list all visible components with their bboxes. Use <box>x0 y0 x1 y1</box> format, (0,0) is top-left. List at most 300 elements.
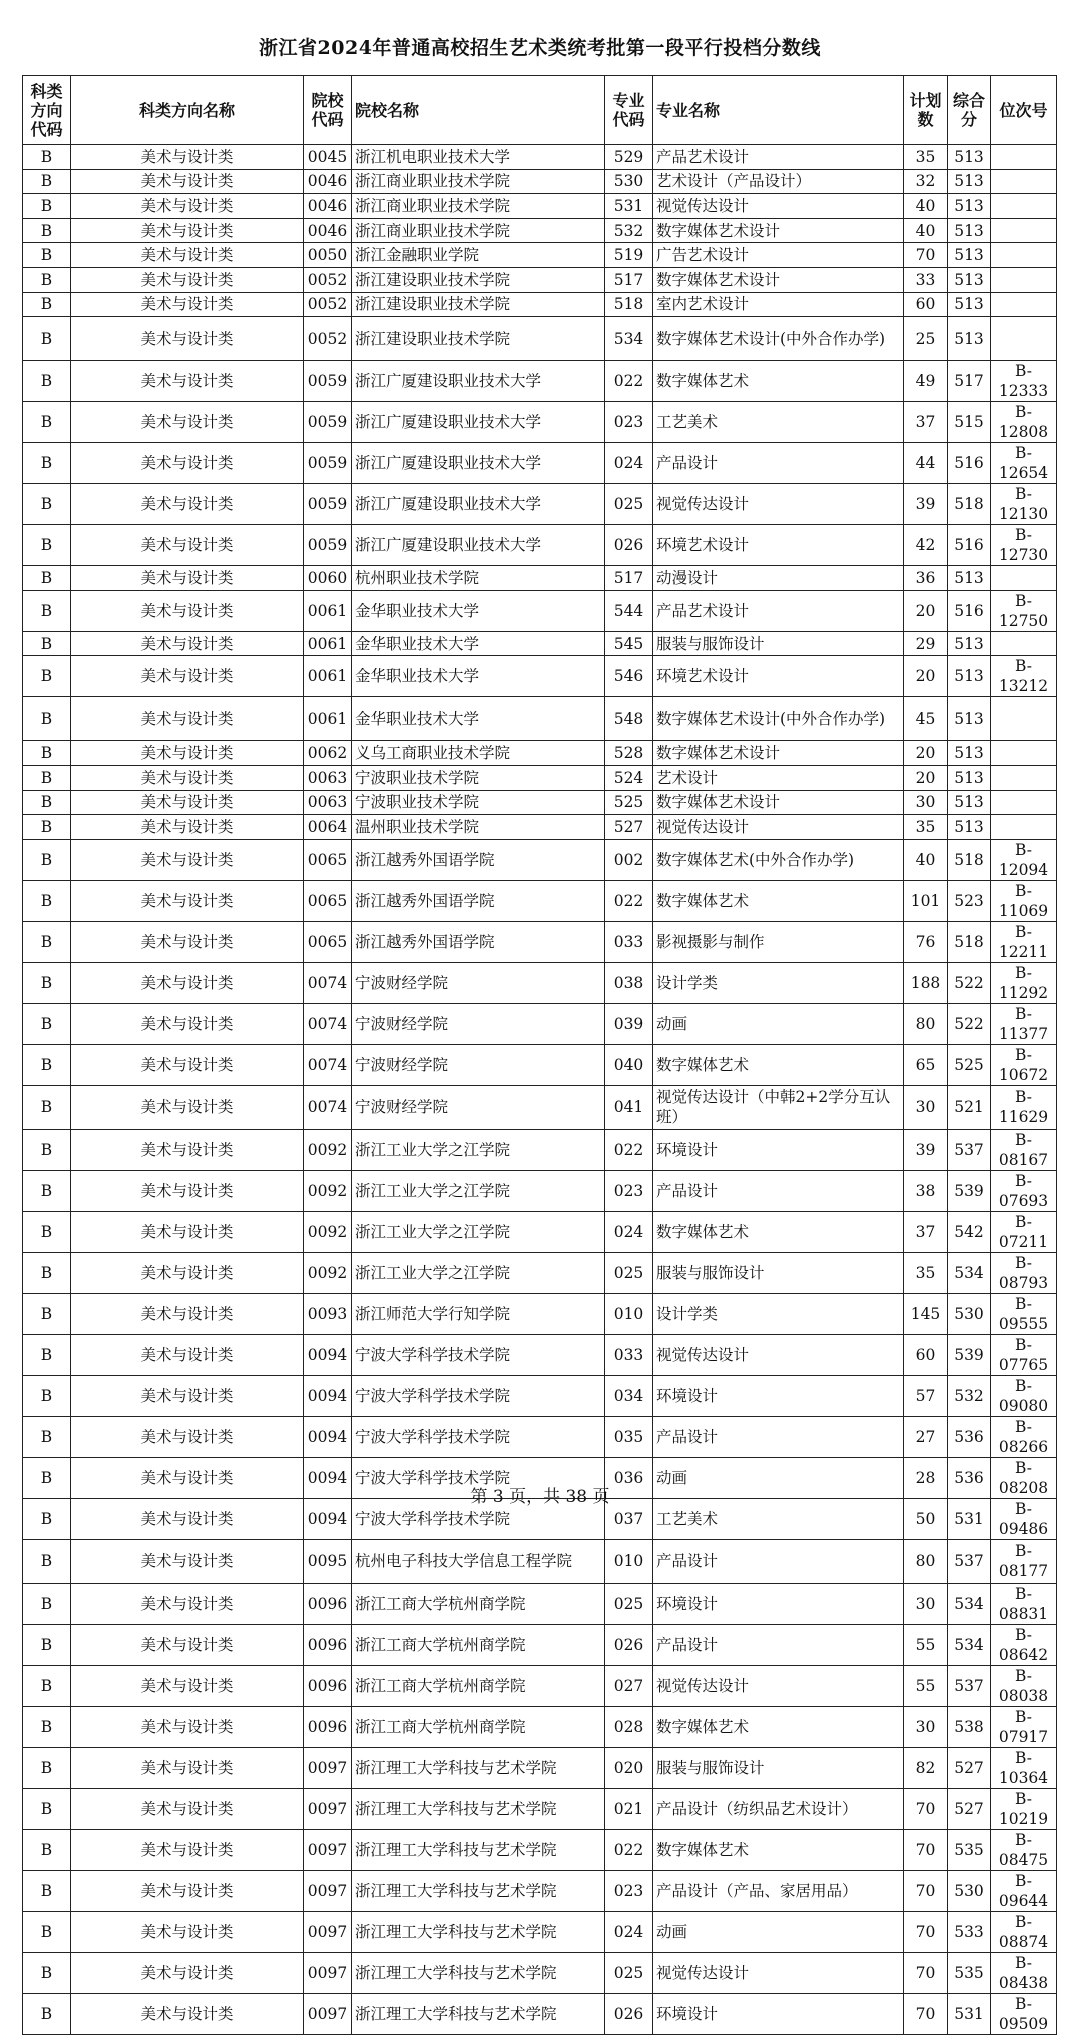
plan-cell: 33 <box>904 267 948 292</box>
plan-cell: 60 <box>904 1334 948 1375</box>
type-name-cell: 美术与设计类 <box>71 1129 304 1170</box>
type-name-cell: 美术与设计类 <box>71 243 304 268</box>
school-name-cell: 浙江建设职业技术学院 <box>352 267 605 292</box>
major-name-cell: 动画 <box>653 1911 904 1952</box>
major-code-cell: 527 <box>605 815 653 840</box>
table-row <box>23 790 1057 815</box>
score-cell: 534 <box>948 1624 991 1665</box>
major-code-cell: 026 <box>605 525 653 566</box>
type-name-cell: 美术与设计类 <box>71 1829 304 1870</box>
type-code-cell: B <box>23 1993 71 2034</box>
school-name-cell: 金华职业技术大学 <box>352 697 605 741</box>
school-name-cell: 浙江理工大学科技与艺术学院 <box>352 1911 605 1952</box>
rank-cell: B-12654 <box>991 443 1057 484</box>
score-cell: 534 <box>948 1252 991 1293</box>
major-code-cell: 034 <box>605 1375 653 1416</box>
major-code-cell: 530 <box>605 169 653 194</box>
school-code-cell: 0093 <box>304 1293 352 1334</box>
table-row <box>23 1624 1057 1665</box>
table-row <box>23 1211 1057 1252</box>
major-name-cell: 数字媒体艺术 <box>653 361 904 402</box>
rank-cell: B-08177 <box>991 1539 1057 1583</box>
type-code-cell: B <box>23 1952 71 1993</box>
table-row <box>23 292 1057 317</box>
rank-cell <box>991 790 1057 815</box>
type-code-cell: B <box>23 566 71 591</box>
type-name-cell: 美术与设计类 <box>71 697 304 741</box>
rank-cell: B-12333 <box>991 361 1057 402</box>
school-name-cell: 浙江广厦建设职业技术大学 <box>352 443 605 484</box>
score-cell: 531 <box>948 1993 991 2034</box>
plan-cell: 188 <box>904 962 948 1003</box>
school-code-cell: 0092 <box>304 1129 352 1170</box>
rank-cell <box>991 292 1057 317</box>
type-name-cell: 美术与设计类 <box>71 1624 304 1665</box>
school-code-cell: 0097 <box>304 1788 352 1829</box>
table-row <box>23 1085 1057 1129</box>
school-code-cell: 0094 <box>304 1498 352 1539</box>
school-name-cell: 浙江建设职业技术学院 <box>352 292 605 317</box>
type-name-cell: 美术与设计类 <box>71 292 304 317</box>
type-code-cell: B <box>23 921 71 962</box>
score-cell: 522 <box>948 962 991 1003</box>
rank-cell <box>991 697 1057 741</box>
score-cell: 513 <box>948 292 991 317</box>
school-code-cell: 0097 <box>304 1870 352 1911</box>
major-code-cell: 025 <box>605 484 653 525</box>
type-name-cell: 美术与设计类 <box>71 525 304 566</box>
rank-cell <box>991 267 1057 292</box>
plan-cell: 25 <box>904 317 948 361</box>
table-row <box>23 1170 1057 1211</box>
school-name-cell: 宁波大学科学技术学院 <box>352 1498 605 1539</box>
type-name-cell: 美术与设计类 <box>71 402 304 443</box>
rank-cell: B-07211 <box>991 1211 1057 1252</box>
rank-cell: B-07765 <box>991 1334 1057 1375</box>
score-cell: 533 <box>948 1911 991 1952</box>
rank-cell <box>991 815 1057 840</box>
plan-cell: 39 <box>904 1129 948 1170</box>
school-name-cell: 宁波财经学院 <box>352 1044 605 1085</box>
major-name-cell: 设计学类 <box>653 962 904 1003</box>
page-footer: 第 3 页，共 38 页 <box>470 1487 610 1507</box>
school-name-cell: 浙江金融职业学院 <box>352 243 605 268</box>
school-code-cell: 0046 <box>304 194 352 219</box>
table-row <box>23 765 1057 790</box>
rank-cell <box>991 631 1057 656</box>
table-row <box>23 880 1057 921</box>
header-major-name: 专业名称 <box>653 76 904 145</box>
plan-cell: 44 <box>904 443 948 484</box>
major-name-cell: 数字媒体艺术设计(中外合作办学) <box>653 317 904 361</box>
major-code-cell: 519 <box>605 243 653 268</box>
score-cell: 518 <box>948 921 991 962</box>
major-name-cell: 视觉传达设计（中韩2+2学分互认班） <box>653 1085 904 1129</box>
school-name-cell: 浙江建设职业技术学院 <box>352 317 605 361</box>
score-cell: 516 <box>948 443 991 484</box>
major-name-cell: 视觉传达设计 <box>653 1665 904 1706</box>
school-code-cell: 0092 <box>304 1252 352 1293</box>
rank-cell: B-09555 <box>991 1293 1057 1334</box>
header-rank: 位次号 <box>991 76 1057 145</box>
major-name-cell: 数字媒体艺术设计 <box>653 790 904 815</box>
table-row <box>23 1788 1057 1829</box>
major-name-cell: 产品设计 <box>653 1624 904 1665</box>
type-name-cell: 美术与设计类 <box>71 443 304 484</box>
rank-cell: B-08167 <box>991 1129 1057 1170</box>
school-name-cell: 浙江工业大学之江学院 <box>352 1170 605 1211</box>
rank-cell: B-11377 <box>991 1003 1057 1044</box>
major-code-cell: 531 <box>605 194 653 219</box>
plan-cell: 76 <box>904 921 948 962</box>
plan-cell: 80 <box>904 1539 948 1583</box>
rank-cell <box>991 741 1057 766</box>
type-name-cell: 美术与设计类 <box>71 566 304 591</box>
major-code-cell: 546 <box>605 656 653 697</box>
major-name-cell: 产品设计 <box>653 1170 904 1211</box>
type-code-cell: B <box>23 765 71 790</box>
type-code-cell: B <box>23 1211 71 1252</box>
school-name-cell: 浙江商业职业技术学院 <box>352 218 605 243</box>
major-code-cell: 010 <box>605 1293 653 1334</box>
school-name-cell: 浙江越秀外国语学院 <box>352 921 605 962</box>
rank-cell: B-08038 <box>991 1665 1057 1706</box>
school-code-cell: 0094 <box>304 1375 352 1416</box>
score-cell: 532 <box>948 1375 991 1416</box>
school-name-cell: 浙江理工大学科技与艺术学院 <box>352 1993 605 2034</box>
header-school-name: 院校名称 <box>352 76 605 145</box>
table-row <box>23 361 1057 402</box>
school-name-cell: 浙江商业职业技术学院 <box>352 194 605 219</box>
score-cell: 536 <box>948 1457 991 1498</box>
table-row <box>23 741 1057 766</box>
plan-cell: 145 <box>904 1293 948 1334</box>
table-row <box>23 1829 1057 1870</box>
header-plan: 计划数 <box>904 76 948 145</box>
type-code-cell: B <box>23 1252 71 1293</box>
type-code-cell: B <box>23 1539 71 1583</box>
score-cell: 513 <box>948 145 991 170</box>
major-code-cell: 041 <box>605 1085 653 1129</box>
major-code-cell: 036 <box>605 1457 653 1498</box>
table-row <box>23 566 1057 591</box>
type-code-cell: B <box>23 525 71 566</box>
type-code-cell: B <box>23 1293 71 1334</box>
school-name-cell: 浙江师范大学行知学院 <box>352 1293 605 1334</box>
major-code-cell: 532 <box>605 218 653 243</box>
plan-cell: 40 <box>904 839 948 880</box>
rank-cell: B-08438 <box>991 1952 1057 1993</box>
school-code-cell: 0074 <box>304 1003 352 1044</box>
rank-cell <box>991 218 1057 243</box>
table-row <box>23 1003 1057 1044</box>
major-code-cell: 023 <box>605 1870 653 1911</box>
type-code-cell: B <box>23 1706 71 1747</box>
type-name-cell: 美术与设计类 <box>71 921 304 962</box>
school-code-cell: 0074 <box>304 962 352 1003</box>
school-code-cell: 0092 <box>304 1211 352 1252</box>
plan-cell: 70 <box>904 1952 948 1993</box>
school-code-cell: 0046 <box>304 169 352 194</box>
type-name-cell: 美术与设计类 <box>71 1498 304 1539</box>
table-row <box>23 590 1057 631</box>
school-name-cell: 温州职业技术学院 <box>352 815 605 840</box>
plan-cell: 32 <box>904 169 948 194</box>
type-name-cell: 美术与设计类 <box>71 1457 304 1498</box>
plan-cell: 40 <box>904 194 948 219</box>
major-code-cell: 544 <box>605 590 653 631</box>
school-name-cell: 浙江理工大学科技与艺术学院 <box>352 1870 605 1911</box>
plan-cell: 70 <box>904 1788 948 1829</box>
plan-cell: 80 <box>904 1003 948 1044</box>
major-name-cell: 广告艺术设计 <box>653 243 904 268</box>
plan-cell: 70 <box>904 243 948 268</box>
table-row <box>23 145 1057 170</box>
plan-cell: 70 <box>904 1829 948 1870</box>
major-name-cell: 动漫设计 <box>653 566 904 591</box>
type-name-cell: 美术与设计类 <box>71 1375 304 1416</box>
type-code-cell: B <box>23 1129 71 1170</box>
major-name-cell: 数字媒体艺术 <box>653 1211 904 1252</box>
rank-cell: B-08266 <box>991 1416 1057 1457</box>
major-name-cell: 数字媒体艺术设计 <box>653 267 904 292</box>
major-name-cell: 环境设计 <box>653 1583 904 1624</box>
plan-cell: 57 <box>904 1375 948 1416</box>
type-name-cell: 美术与设计类 <box>71 741 304 766</box>
school-code-cell: 0059 <box>304 525 352 566</box>
plan-cell: 36 <box>904 566 948 591</box>
plan-cell: 39 <box>904 484 948 525</box>
major-code-cell: 518 <box>605 292 653 317</box>
major-name-cell: 数字媒体艺术设计 <box>653 218 904 243</box>
school-name-cell: 义乌工商职业技术学院 <box>352 741 605 766</box>
major-name-cell: 数字媒体艺术 <box>653 1829 904 1870</box>
table-row <box>23 317 1057 361</box>
school-code-cell: 0097 <box>304 1829 352 1870</box>
school-code-cell: 0063 <box>304 790 352 815</box>
major-code-cell: 534 <box>605 317 653 361</box>
major-code-cell: 040 <box>605 1044 653 1085</box>
major-code-cell: 022 <box>605 361 653 402</box>
type-code-cell: B <box>23 815 71 840</box>
major-code-cell: 024 <box>605 1211 653 1252</box>
type-code-cell: B <box>23 243 71 268</box>
type-name-cell: 美术与设计类 <box>71 218 304 243</box>
plan-cell: 37 <box>904 402 948 443</box>
major-code-cell: 010 <box>605 1539 653 1583</box>
plan-cell: 45 <box>904 697 948 741</box>
school-code-cell: 0094 <box>304 1416 352 1457</box>
type-name-cell: 美术与设计类 <box>71 1870 304 1911</box>
school-name-cell: 金华职业技术大学 <box>352 631 605 656</box>
type-code-cell: B <box>23 1665 71 1706</box>
type-code-cell: B <box>23 484 71 525</box>
school-code-cell: 0096 <box>304 1706 352 1747</box>
major-code-cell: 548 <box>605 697 653 741</box>
rank-cell <box>991 145 1057 170</box>
type-name-cell: 美术与设计类 <box>71 1085 304 1129</box>
major-name-cell: 艺术设计 <box>653 765 904 790</box>
major-code-cell: 022 <box>605 1829 653 1870</box>
table-row <box>23 1665 1057 1706</box>
score-cell: 513 <box>948 566 991 591</box>
type-name-cell: 美术与设计类 <box>71 790 304 815</box>
type-code-cell: B <box>23 1583 71 1624</box>
type-code-cell: B <box>23 1334 71 1375</box>
table-row <box>23 1252 1057 1293</box>
plan-cell: 55 <box>904 1624 948 1665</box>
major-name-cell: 工艺美术 <box>653 402 904 443</box>
major-code-cell: 024 <box>605 443 653 484</box>
school-name-cell: 杭州电子科技大学信息工程学院 <box>352 1539 605 1583</box>
major-name-cell: 数字媒体艺术设计 <box>653 741 904 766</box>
header-school-code: 院校代码 <box>304 76 352 145</box>
type-name-cell: 美术与设计类 <box>71 1211 304 1252</box>
type-name-cell: 美术与设计类 <box>71 1993 304 2034</box>
major-code-cell: 033 <box>605 1334 653 1375</box>
table-row <box>23 815 1057 840</box>
plan-cell: 35 <box>904 815 948 840</box>
score-cell: 536 <box>948 1416 991 1457</box>
score-cell: 527 <box>948 1747 991 1788</box>
rank-cell: B-12730 <box>991 525 1057 566</box>
major-code-cell: 524 <box>605 765 653 790</box>
type-code-cell: B <box>23 1044 71 1085</box>
major-name-cell: 影视摄影与制作 <box>653 921 904 962</box>
type-code-cell: B <box>23 1870 71 1911</box>
school-code-cell: 0074 <box>304 1085 352 1129</box>
major-name-cell: 服装与服饰设计 <box>653 1252 904 1293</box>
major-name-cell: 产品艺术设计 <box>653 590 904 631</box>
school-code-cell: 0096 <box>304 1583 352 1624</box>
score-cell: 513 <box>948 656 991 697</box>
table-row <box>23 1706 1057 1747</box>
school-code-cell: 0050 <box>304 243 352 268</box>
major-name-cell: 服装与服饰设计 <box>653 1747 904 1788</box>
rank-cell <box>991 566 1057 591</box>
score-cell: 513 <box>948 218 991 243</box>
type-code-cell: B <box>23 1170 71 1211</box>
score-cell: 534 <box>948 1583 991 1624</box>
school-name-cell: 宁波大学科学技术学院 <box>352 1334 605 1375</box>
major-code-cell: 002 <box>605 839 653 880</box>
header-type-code: 科类方向代码 <box>23 76 71 145</box>
major-name-cell: 视觉传达设计 <box>653 815 904 840</box>
header-major-code: 专业代码 <box>605 76 653 145</box>
plan-cell: 40 <box>904 218 948 243</box>
score-cell: 522 <box>948 1003 991 1044</box>
type-name-cell: 美术与设计类 <box>71 1334 304 1375</box>
school-name-cell: 浙江越秀外国语学院 <box>352 839 605 880</box>
rank-cell <box>991 194 1057 219</box>
rank-cell <box>991 243 1057 268</box>
plan-cell: 50 <box>904 1498 948 1539</box>
school-name-cell: 浙江广厦建设职业技术大学 <box>352 361 605 402</box>
score-cell: 535 <box>948 1829 991 1870</box>
plan-cell: 30 <box>904 1085 948 1129</box>
major-code-cell: 528 <box>605 741 653 766</box>
rank-cell: B-11069 <box>991 880 1057 921</box>
type-code-cell: B <box>23 741 71 766</box>
major-name-cell: 数字媒体艺术 <box>653 880 904 921</box>
table-row <box>23 1993 1057 2034</box>
major-code-cell: 025 <box>605 1952 653 1993</box>
type-code-cell: B <box>23 1829 71 1870</box>
school-name-cell: 宁波财经学院 <box>352 1003 605 1044</box>
type-name-cell: 美术与设计类 <box>71 1665 304 1706</box>
major-code-cell: 529 <box>605 145 653 170</box>
major-code-cell: 022 <box>605 1129 653 1170</box>
plan-cell: 82 <box>904 1747 948 1788</box>
type-name-cell: 美术与设计类 <box>71 1252 304 1293</box>
rank-cell: B-11292 <box>991 962 1057 1003</box>
major-code-cell: 027 <box>605 1665 653 1706</box>
table-row <box>23 1044 1057 1085</box>
score-cell: 525 <box>948 1044 991 1085</box>
major-code-cell: 022 <box>605 880 653 921</box>
rank-cell <box>991 765 1057 790</box>
score-cell: 516 <box>948 525 991 566</box>
type-code-cell: B <box>23 169 71 194</box>
plan-cell: 30 <box>904 1583 948 1624</box>
table-row <box>23 1416 1057 1457</box>
plan-cell: 42 <box>904 525 948 566</box>
major-name-cell: 环境艺术设计 <box>653 656 904 697</box>
major-code-cell: 035 <box>605 1416 653 1457</box>
type-name-cell: 美术与设计类 <box>71 1293 304 1334</box>
score-cell: 537 <box>948 1665 991 1706</box>
major-code-cell: 517 <box>605 267 653 292</box>
school-name-cell: 金华职业技术大学 <box>352 590 605 631</box>
type-name-cell: 美术与设计类 <box>71 1170 304 1211</box>
school-name-cell: 浙江机电职业技术大学 <box>352 145 605 170</box>
major-name-cell: 数字媒体艺术 <box>653 1044 904 1085</box>
school-name-cell: 浙江工业大学之江学院 <box>352 1129 605 1170</box>
rank-cell: B-12750 <box>991 590 1057 631</box>
plan-cell: 20 <box>904 656 948 697</box>
table-row <box>23 243 1057 268</box>
score-cell: 537 <box>948 1129 991 1170</box>
score-cell: 527 <box>948 1788 991 1829</box>
score-cell: 518 <box>948 484 991 525</box>
school-code-cell: 0092 <box>304 1170 352 1211</box>
rank-cell: B-07917 <box>991 1706 1057 1747</box>
major-code-cell: 037 <box>605 1498 653 1539</box>
school-name-cell: 浙江工业大学之江学院 <box>352 1211 605 1252</box>
plan-cell: 30 <box>904 1706 948 1747</box>
major-code-cell: 025 <box>605 1583 653 1624</box>
type-name-cell: 美术与设计类 <box>71 267 304 292</box>
school-code-cell: 0097 <box>304 1911 352 1952</box>
school-name-cell: 浙江工商大学杭州商学院 <box>352 1624 605 1665</box>
major-name-cell: 产品设计 <box>653 1539 904 1583</box>
table-row <box>23 656 1057 697</box>
plan-cell: 28 <box>904 1457 948 1498</box>
type-code-cell: B <box>23 656 71 697</box>
school-name-cell: 浙江理工大学科技与艺术学院 <box>352 1747 605 1788</box>
table-row <box>23 194 1057 219</box>
score-cell: 515 <box>948 402 991 443</box>
rank-cell: B-08208 <box>991 1457 1057 1498</box>
type-code-cell: B <box>23 361 71 402</box>
header-type-name: 科类方向名称 <box>71 76 304 145</box>
school-code-cell: 0065 <box>304 880 352 921</box>
rank-cell: B-13212 <box>991 656 1057 697</box>
school-name-cell: 宁波大学科学技术学院 <box>352 1375 605 1416</box>
plan-cell: 30 <box>904 790 948 815</box>
rank-cell: B-08831 <box>991 1583 1057 1624</box>
school-code-cell: 0064 <box>304 815 352 840</box>
